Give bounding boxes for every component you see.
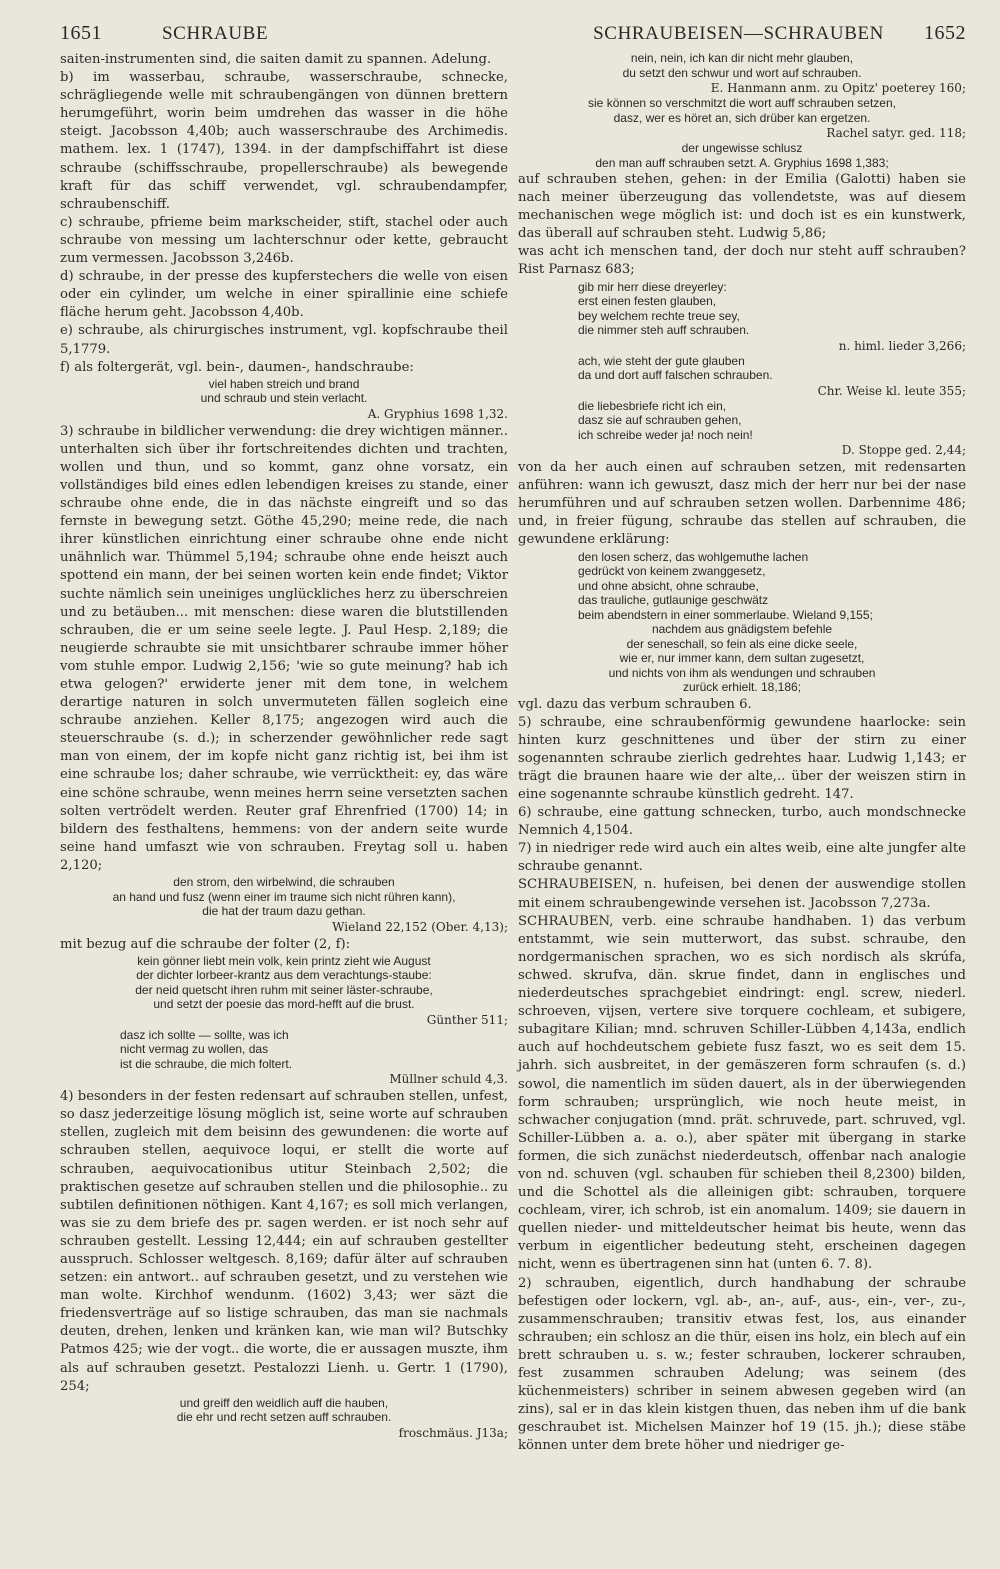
paragraph: SCHRAUBEN, verb. eine schraube handhaben. 1) das verbum entstammt, wie sein mutterwort, das subst. schraube, den nordgermanischen sprachen, wo es sich nordisch als skrúfa, schwed. skrufva, dän. skrue findet, dann in englisches und niederdeutsches sprachgebiet eindringt: engl. screw, niederl. schroeven, vijsen, vertere sive torquere cochleam, et subigere, subagitare Kilian; mnd. schruven Schiller-Lübben 4,143a, endlich auch auf hochdeutschem gebiete fusz faszt, wo es seit dem 15. jahrh. sich ausbreitet, in der gemäszeren form schraufen (s. d.) sowol, die namentlich im süden dauert, als in der überwiegenden form schrauben; ursprünglich, wie noch heute meist, in schwacher conjugation (mnd. prät. schruvede, part. schruved, vgl. Schiller-Lübben a. a. o.), aber später mit übergang in starke formen, die sich zunächst niederdeutsch, offenbar nach analogie von nd. schuven (vgl. schauben für schieben theil 8,2300) bilden, und die Schottel als die alleinigen gibt: schrauben, torquere cochleam, virer, ich schrob, ist ein anomalum. 1409; sie dauern in quellen nieder- und mitteldeutscher heimat bis heute, wenn das verbum in eigentlicher bedeutung steht, erscheinen dagegen nicht, wenn es übertragenen sinn hat (unten 6. 7. 8). — [518, 913, 966, 1273]
quote-line: beim abendstern in einer sommerlaube. Wieland 9,155; — [578, 607, 873, 622]
paragraph: auf schrauben stehen, gehen: in der Emilia (Galotti) haben sie nach meiner überzeugung das vollendetste, was auf diesem mechanischen wege möglich ist: und doch ist es ein kunstwerk, das überall auf schrauben steht. Ludwig 5,86; — [518, 172, 966, 242]
citation: D. Stoppe ged. 2,44; — [841, 443, 966, 458]
quote-line: das trauliche, gutlaunige geschwätz — [578, 593, 769, 608]
quote-line: gib mir herr diese dreyerley: — [578, 279, 727, 294]
quote-line: die liebesbriefe richt ich ein, — [578, 398, 727, 413]
citation: Müllner schuld 4,3. — [389, 1072, 508, 1087]
header-right — [513, 22, 966, 45]
left-column — [60, 51, 508, 1455]
paragraph: von da her auch einen auf schrauben setzen, mit redensarten anführen: wann ich gewuszt, dasz mich der herr nur bei der nase herumführen und auf schrauben setzen wollen. Darbennime 486; und, in freier fügung, schraube das stellen auf schrauben, die gewundene erklärung: — [518, 460, 966, 548]
citation: A. Gryphius 1698 1,32. — [367, 406, 508, 421]
quote-line: die ehr und recht setzen auff schrauben. — [176, 1410, 392, 1425]
quote-line: die nimmer steh auff schrauben. — [578, 323, 750, 338]
paragraph: mit bezug auf die schraube der folter (2, f): — [60, 936, 351, 952]
quote-line: den man auff schrauben setzt. A. Gryphius 1698 1,383; — [595, 155, 889, 170]
paragraph: was acht ich menschen tand, der doch nur steht auff schrauben? Rist Parnasz 683; — [518, 244, 966, 278]
quote-line: nicht vermag zu wollen, das — [120, 1042, 269, 1057]
quote-line: ach, wie steht der gute glauben — [578, 353, 745, 368]
quote-line: erst einen festen glauben, — [578, 294, 717, 309]
quote-line: ich schreibe weder ja! noch nein! — [578, 427, 753, 442]
quote-line: und nichts von ihm als wendungen und schrauben — [608, 665, 876, 680]
citation: Wieland 22,152 (Ober. 4,13); — [332, 919, 508, 934]
paragraph: 6) schraube, eine gattung schnecken, turbo, auch mondschnecke Nemnich 4,1504. — [518, 805, 966, 839]
page-number-left: 1651 — [60, 22, 102, 44]
citation: Rachel satyr. ged. 118; — [826, 126, 966, 140]
page-header — [60, 22, 966, 45]
paragraph: 3) schraube in bildlicher verwendung: die drey wichtigen männer.. unterhalten sich über ihr fortschreitendes dichten und trachten, wollen und thun, und so kommt, ganz ohne vorsatz, ein vollständiges bild eines edlen lebendigen kreises zu stande, einer schraube ohne ende, die in das nächste eingreift und so das fernste in bewegung setzt. Göthe 45,290; meine rede, die nach ihrer künstlichen einrichtung einer schraube ohne ende nicht unähnlich war. Thümmel 5,194; schraube ohne ende heiszt auch spottend ein mann, der bei seinen worten kein ende findet; Viktor suchte nämlich sein uneiniges unglückliches herz zu überschreien und zu betäuben... mit menschen: diese waren die blutstillenden schrauben, die er um seine seele legte. J. Paul Hesp. 2,189; die neugierde schraubte sie mit unsichtbarer schraube immer höher vom stuhle empor. Ludwig 2,156; 'wie so gute meinung? hab ich etwa gelogen?' erwiderte jener mit dem tone, in welchem derartige naturen in solch unvermuteten fällen sogleich eine schraube anziehen. Keller 8,175; angezogen wird auch die steuerschraube (s. d.); in scherzender gewöhnlicher rede sagt man von einem, der im kopfe nicht ganz richtig ist, bei ihm ist eine schraube los; daher schraube, wie verrücktheit: ey, das wäre eine schöne schraube, wenn meines herrn seine versetzten sachen solten vertrödelt werden. Reuter graf Ehrenfried (1700) 14; in bildern des festhaltens, hemmens: von der andern seite wurde seine hand umfaszt wie von schrauben. Freytag soll u. haben 2,120; — [60, 423, 508, 873]
quote-line: den losen scherz, das wohlgemuthe lachen — [578, 549, 809, 564]
quote-line: nein, nein, ich kan dir nicht mehr glauben, — [630, 51, 854, 65]
quote-line: und ohne absicht, ohne schraube, — [578, 578, 759, 593]
running-head-left: SCHRAUBE — [162, 23, 269, 44]
quote-line: der neid quetscht ihren ruhm mit seiner läster-schraube, — [135, 982, 433, 997]
paragraph: 5) schraube, eine schraubenförmig gewundene haarlocke: sein hinten kurz geschnittenes und über der stirn zu einer sogenannten schraube zierlich gedrehtes haar. Ludwig 1,143; er trägt die braunen haare wie der alte,.. über der weiszen stirn in eine sogenannte schraube künstlich gedreht. 147. — [518, 714, 966, 802]
page-number-right: 1652 — [924, 22, 966, 44]
quote-line: die hat der traum dazu gethan. — [202, 904, 366, 919]
citation: n. himl. lieder 3,266; — [838, 338, 966, 353]
quote-line: dasz ich sollte — sollte, was ich — [120, 1027, 289, 1042]
quote-line: und schraub und stein verlacht. — [200, 391, 368, 406]
quote-line: und setzt der poesie das mord-hefft auf die brust. — [153, 997, 415, 1012]
quote-line: dasz, wer es höret an, sich drüber kan ergetzen. — [613, 110, 871, 125]
citation: E. Hanmann anm. zu Opitz' poeterey 160; — [710, 81, 966, 95]
quote-line: viel haben streich und brand — [208, 376, 360, 391]
text-columns — [60, 51, 966, 1455]
quote-line: der dichter lorbeer-krantz aus dem verachtungs-staube: — [136, 968, 432, 983]
quote-line: kein gönner liebt mein volk, kein printz zieht wie August — [137, 953, 431, 968]
right-column — [518, 51, 966, 1455]
quote-line: du setzt den schwur und wort auf schrauben. — [622, 65, 862, 80]
paragraph: SCHRAUBEISEN, n. hufeisen, bei denen der auswendige stollen mit einem schraubengewinde versehen ist. Jacobsson 7,273a. — [518, 877, 966, 911]
paragraph: e) schraube, als chirurgisches instrument, vgl. kopfschraube theil 5,1779. — [60, 323, 508, 357]
quote-line: nachdem aus gnädigstem befehle — [651, 622, 833, 637]
quote-line: wie er, nur immer kann, dem sultan zugesetzt, — [619, 651, 865, 666]
paragraph: vgl. dazu das verbum schrauben 6. — [518, 696, 752, 712]
citation: Günther 511; — [426, 1012, 508, 1027]
paragraph: saiten-instrumenten sind, die saiten damit zu spannen. Adelung. — [60, 52, 492, 67]
header-left — [60, 22, 513, 45]
quote-line: den strom, den wirbelwind, die schrauben — [173, 875, 395, 890]
quote-line: gedrückt von keinem zwanggesetz, — [578, 564, 766, 579]
quote-line: und greiff den weidlich auff die hauben, — [179, 1395, 389, 1410]
quote-line: dasz sie auf schrauben gehen, — [578, 413, 742, 428]
paragraph: b) im wasserbau, schraube, wasserschraube, schnecke, schrägliegende welle mit schraubengängen von dünnen brettern herumgeführt, worin beim umdrehen das wasser in die höhe steigt. Jacobsson 4,40b; auch wasserschraube des Archimedis. mathem. lex. 1 (1747), 1394. in der dampfschiffahrt ist diese schraube (schiffsschraube, propellerschraube) als bewegende kraft für das schiff verwendet, vgl. schraubendampfer, schraubenschiff. — [60, 70, 508, 212]
paragraph: 4) besonders in der festen redensart auf schrauben stellen, unfest, so dasz jederzeitige lösung möglich ist, seine worte auf schrauben stellen, zugleich mit dem beisinn des gewundenen: die worte auf schrauben stellen, aequivoce loqui, er stellt die worte auf schrauben, aequivocationibus utitur Steinbach 2,502; die praktischen gesetze auf schrauben stellen und die philosophie.. zu subtilen definitionen nöthigen. Kant 4,167; es soll mich verlangen, was sie zu dem briefe des pr. sagen werden. er ist noch sehr auf schrauben gestellt. Lessing 12,444; ein auf schrauben gestellter ausspruch. Schlosser weltgesch. 8,169; dafür älter auf schrauben setzen: ein antwort.. auf schrauben gesetzt, und zu verstehen wie man wolte. Kirchhof wendunm. (1602) 3,43; wer säzt die friedensverträge auf so listige schrauben, das man sie nachmals deuten, drehen, lenken und kränken kan, wie man wil? Butschky Patmos 425; wie der vogt.. die worte, die er aussagen muszte, ihm als auf schrauben gesetzt. Pestalozzi Lienh. u. Gertr. 1 (1790), 254; — [60, 1089, 508, 1394]
quote-line: der seneschall, so fein als eine dicke seele, — [626, 636, 858, 651]
citation: Chr. Weise kl. leute 355; — [817, 383, 966, 398]
quote-line: an hand und fusz (wenn einer im traume sich nicht rühren kann), — [112, 889, 456, 904]
paragraph: f) als foltergerät, vgl. bein-, daumen-, handschraube: — [60, 359, 414, 375]
paragraph: d) schraube, in der presse des kupferstechers die welle von eisen oder ein cylinder, um welche in einer spirallinie eine schiefe fläche herum geht. Jacobsson 4,40b. — [60, 269, 508, 321]
quote-line: zurück erhielt. 18,186; — [682, 680, 802, 695]
quote-line: bey welchem rechte treue sey, — [578, 308, 740, 323]
quote-line: sie können so verschmitzt die wort auff schrauben setzen, — [588, 96, 896, 110]
quote-line: der ungewisse schlusz — [681, 141, 803, 155]
paragraph: 7) in niedriger rede wird auch ein altes weib, eine alte jungfer alte schraube genannt. — [518, 841, 966, 875]
citation: froschmäus. J13a; — [398, 1425, 508, 1440]
quote-line: ist die schraube, die mich foltert. — [120, 1056, 293, 1071]
paragraph: c) schraube, pfrieme beim markscheider, stift, stachel oder auch schraube von messing um lachterschnur oder kette, gebraucht zum vermessen. Jacobsson 3,246b. — [60, 214, 508, 267]
running-head-right: SCHRAUBEISEN—SCHRAUBEN — [593, 23, 884, 44]
quote-line: da und dort auff falschen schrauben. — [578, 368, 773, 383]
paragraph: 2) schrauben, eigentlich, durch handhabung der schraube befestigen oder lockern, vgl. ab-, an-, auf-, aus-, ein-, ver-, zu-, zusammenschrauben; transitiv etwas fest, los, aus einander schrauben; ein schlosz an die thür, eisen ins holz, ein blech auf ein brett schrauben u. s. w.; fester schrauben, lockerer schrauben, fest zusammen schrauben Adelung; was seinem (des küchenmeisters) schriber in seinem abwesen gegeben wird (an zins), sal er in das klein kistgen thuen, das neben ihm uf die bank geschraubet ist. Michelsen Mainzer hof 19 (15. jh.); diese stäbe können unter dem brete höher und niedriger ge- — [518, 1275, 966, 1454]
